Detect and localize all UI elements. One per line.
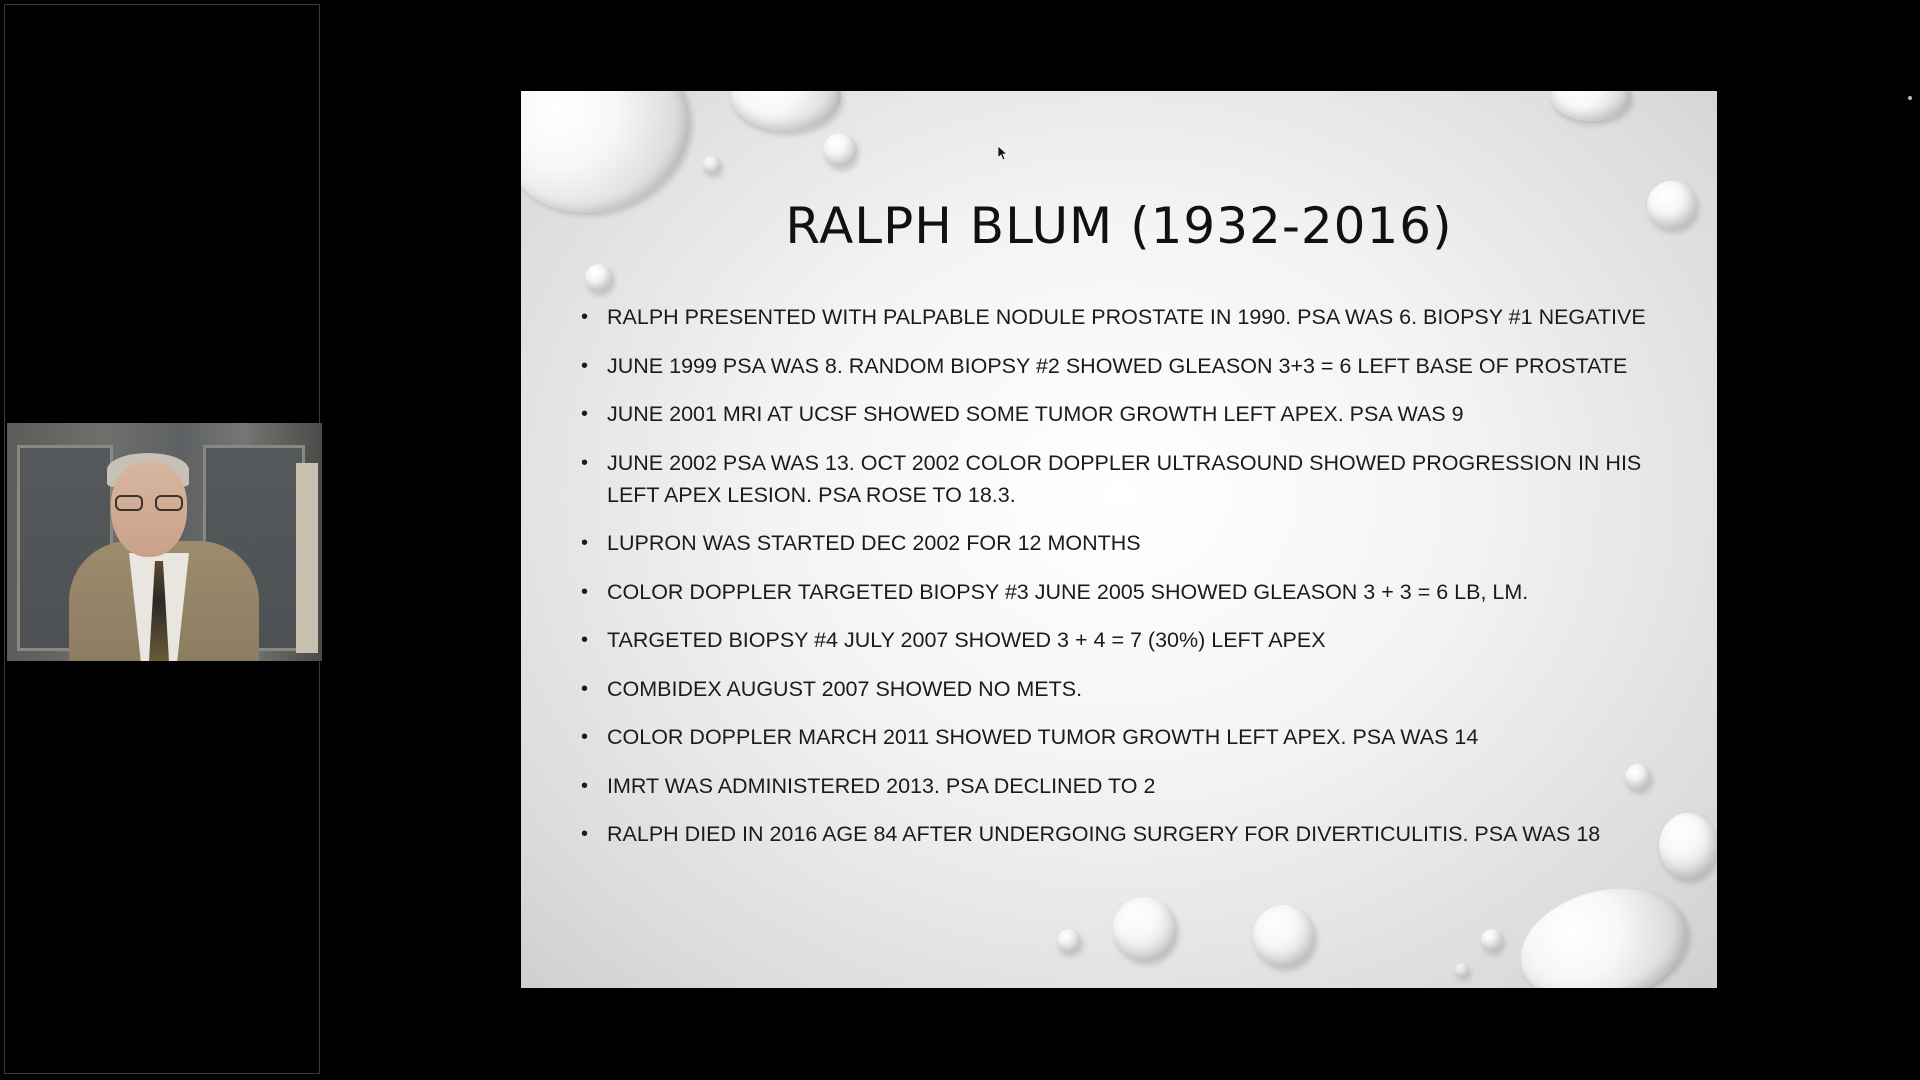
speaker-glasses [115,495,185,511]
bullet-glyph: • [581,306,589,328]
slide-bullet-text: RALPH PRESENTED WITH PALPABLE NODULE PROSTATE IN 1990. PSA WAS 6. BIOPSY #1 NEGATIVE [607,305,1646,329]
bullet-glyph: • [581,774,589,797]
slide-bullet-item [579,301,1689,333]
mouse-cursor-icon [998,146,1008,162]
slide-bullet-text: JUNE 1999 PSA WAS 8. RANDOM BIOPSY #2 SHOWED GLEASON 3+3 = 6 LEFT BASE OF PROSTATE [607,353,1628,378]
slide-bullet-text: IMRT WAS ADMINISTERED 2013. PSA DECLINED TO 2 [607,773,1156,798]
corner-indicator-dot [1908,96,1912,100]
bullet-glyph: • [581,403,589,425]
water-drop-decoration [1113,897,1177,961]
slide-bullet-item [579,818,1689,850]
bullet-glyph: • [581,354,589,377]
water-drop-decoration [731,91,841,131]
water-drop-decoration [1481,929,1503,951]
water-drop-decoration [1551,91,1631,121]
water-drop-decoration [823,133,857,167]
bullet-glyph: • [581,823,589,845]
slide-bullet-text: COMBIDEX AUGUST 2007 SHOWED NO METS. [607,676,1083,701]
slide-bullet-item [579,721,1689,753]
water-drop-decoration [585,264,613,292]
bullet-glyph: • [581,677,589,700]
slide-bullet-text: COLOR DOPPLER TARGETED BIOPSY #3 JUNE 2005 SHOWED GLEASON 3 + 3 = 6 LB, LM. [607,579,1529,604]
slide-bullet-item [579,398,1689,430]
slide-bullet-text: RALPH DIED IN 2016 AGE 84 AFTER UNDERGOING SURGERY FOR DIVERTICULITIS. PSA WAS 18 [607,822,1601,846]
slide-title: RALPH BLUM (1932-2016) [785,197,1453,255]
slide-bullet-text: JUNE 2001 MRI AT UCSF SHOWED SOME TUMOR GROWTH LEFT APEX. PSA WAS 9 [607,402,1464,426]
water-drop-decoration [703,156,721,174]
slide-bullet-item [579,447,1689,511]
slide-bullet-list [579,301,1689,867]
slide-bullet-item [579,624,1689,656]
bullet-glyph: • [581,726,589,748]
slide-bullet-text: COLOR DOPPLER MARCH 2011 SHOWED TUMOR GROWTH LEFT APEX. PSA WAS 14 [607,725,1479,749]
water-drop-decoration [1508,871,1701,988]
slide-bullet-text: JUNE 2002 PSA WAS 13. OCT 2002 COLOR DOPPLER ULTRASOUND SHOWED PROGRESSION IN HIS LEFT APEX LESION. PSA ROSE TO 18.3. [607,450,1642,507]
slide-bullet-item [579,527,1689,559]
water-drop-decoration [1253,905,1315,967]
bullet-glyph: • [581,629,589,651]
slide-bullet-item [579,770,1689,802]
slide-bullet-text: LUPRON WAS STARTED DEC 2002 FOR 12 MONTHS [607,531,1141,555]
water-drop-decoration [1455,963,1469,977]
slide-bullet-item [579,673,1689,705]
video-door [296,463,318,653]
slide-bullet-item [579,576,1689,608]
water-drop-decoration [1057,929,1081,953]
bullet-glyph: • [581,532,589,554]
participant-panel [4,4,320,1074]
speaker-video-tile[interactable] [7,423,322,661]
shared-slide [521,91,1717,988]
slide-bullet-item [579,350,1689,382]
slide-bullet-text: TARGETED BIOPSY #4 JULY 2007 SHOWED 3 + 4 = 7 (30%) LEFT APEX [607,628,1326,652]
bullet-glyph: • [581,580,589,603]
bullet-glyph: • [581,451,589,474]
